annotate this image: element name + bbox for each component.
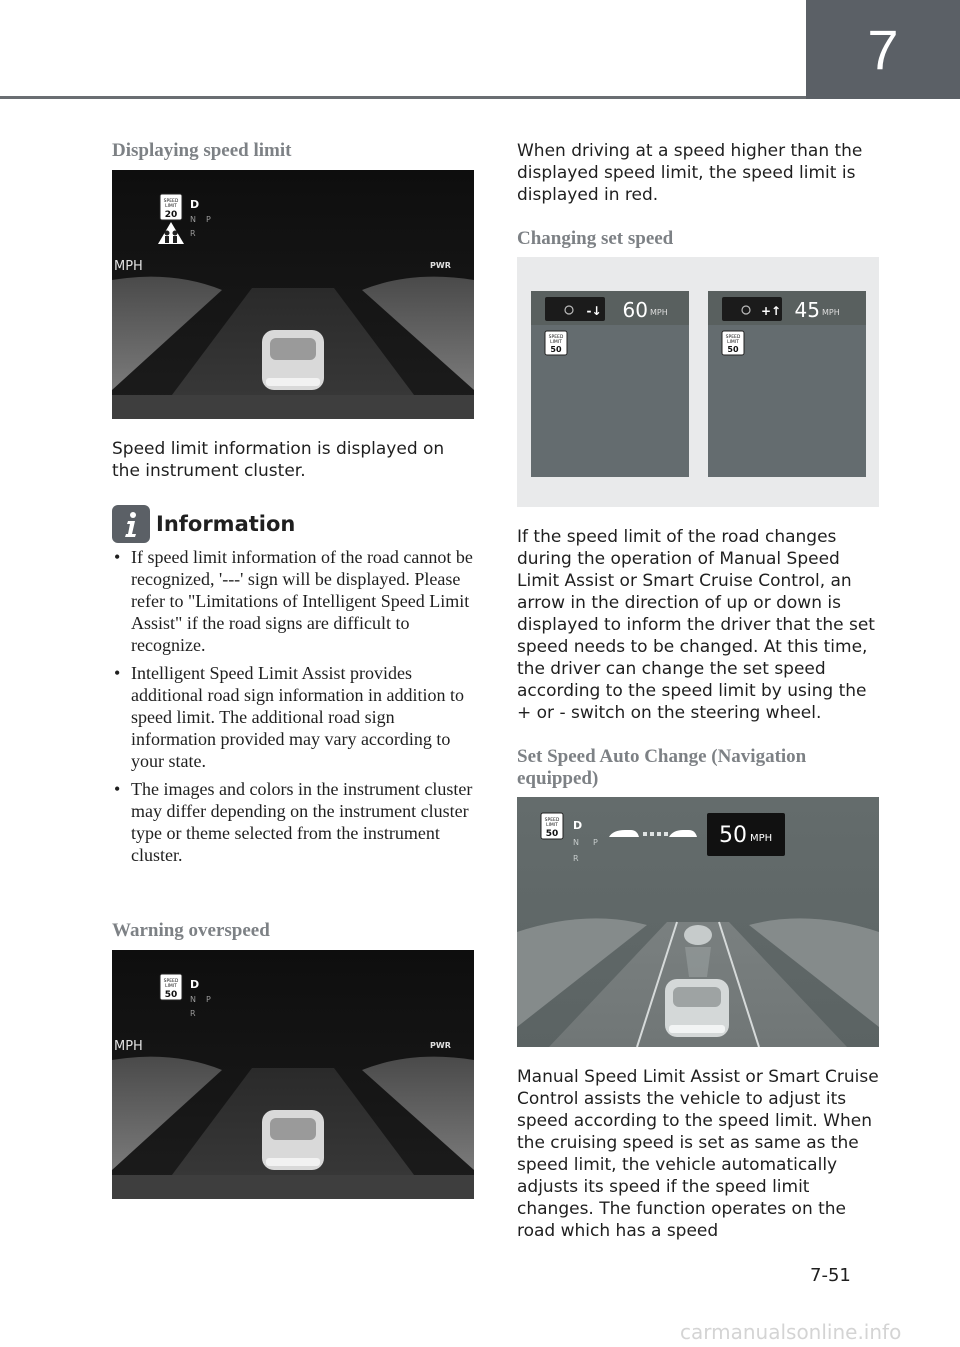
- speed-limit-sign: [160, 974, 182, 1000]
- power-label: PWR: [430, 261, 451, 270]
- vehicle-icon: [262, 330, 324, 390]
- svg-text:SPEED: SPEED: [163, 199, 179, 204]
- paragraph-auto-change: Manual Speed Limit Assist or Smart Cruise Control assists the vehicle to adjust its speed according to the speed limit. When the cruising speed is set as same as the speed limit, the vehicle automatically adjusts its speed if the speed limit changes. The function operates on the road which has a speed: [517, 1067, 879, 1241]
- set-speed-panel-up: [708, 291, 866, 477]
- gear-p: P: [206, 995, 211, 1004]
- gear-p: P: [593, 838, 598, 847]
- heading-warning-overspeed: Warning overspeed: [112, 920, 270, 941]
- vehicle-icon: [665, 979, 729, 1037]
- svg-text:LIMIT: LIMIT: [165, 204, 177, 209]
- paragraph-overspeed-red: When driving at a speed higher than the displayed speed limit, the speed limit is displayed in red.: [517, 141, 863, 205]
- figure-speed-limit-cluster: [112, 170, 474, 419]
- chapter-number: 7: [867, 18, 899, 81]
- svg-text:50: 50: [545, 829, 559, 839]
- svg-text:20: 20: [164, 210, 178, 220]
- gear-n: N: [573, 838, 579, 847]
- svg-text:50: 50: [164, 990, 178, 1000]
- information-box: [112, 505, 295, 543]
- figure-overspeed-cluster: [112, 950, 474, 1199]
- information-bullets: [112, 546, 474, 872]
- svg-text:SPEED: SPEED: [544, 818, 560, 823]
- gear-r: R: [190, 229, 196, 238]
- heading-set-speed-auto-change: Set Speed Auto Change (Navigation equipped): [517, 746, 807, 789]
- heading-displaying-speed-limit: Displaying speed limit: [112, 140, 292, 161]
- set-speed-value: 50: [719, 823, 747, 848]
- gear-d: D: [573, 819, 583, 832]
- header-rule: [0, 96, 806, 99]
- watermark: carmanualsonline.info: [680, 1320, 902, 1344]
- figure-changing-set-speed: [517, 257, 879, 507]
- chapter-tab: [806, 0, 960, 99]
- bullet-item: • The images and colors in the instrument cluster may differ depending on the instrument cluster type or theme selected from the instrument cluster.: [112, 778, 474, 866]
- info-icon: [112, 505, 150, 543]
- speed-limit-sign: [541, 813, 563, 839]
- svg-text:SPEED: SPEED: [548, 335, 564, 340]
- svg-text:LIMIT: LIMIT: [550, 340, 562, 345]
- gear-d: D: [190, 198, 200, 211]
- speed-unit: MPH: [114, 259, 143, 274]
- set-speed-panel-down: [531, 291, 689, 477]
- gear-r: R: [573, 854, 579, 863]
- svg-text:LIMIT: LIMIT: [546, 823, 558, 828]
- svg-text:SPEED: SPEED: [163, 979, 179, 984]
- svg-text:50: 50: [727, 345, 739, 354]
- heading-changing-set-speed: Changing set speed: [517, 228, 674, 249]
- set-speed-value: 60: [622, 298, 648, 322]
- set-speed-value: 45: [794, 298, 820, 322]
- gear-p: P: [206, 215, 211, 224]
- bullet-item: • If speed limit information of the road cannot be recognized, '---' sign will be displayed. Please refer to "Limitations of Intelligent Speed Limit Assist" if the road signs are difficult to recognize.: [112, 546, 474, 656]
- page-number: 7-51: [810, 1265, 851, 1286]
- set-speed-unit: MPH: [822, 308, 840, 317]
- svg-text:LIMIT: LIMIT: [165, 984, 177, 989]
- bullet-item: • Intelligent Speed Limit Assist provides additional road sign information in addition to speed limit. The additional road sign information provided may vary according to your state.: [112, 662, 474, 772]
- power-label: PWR: [430, 1041, 451, 1050]
- gear-n: N: [190, 995, 196, 1004]
- gear-r: R: [190, 1009, 196, 1018]
- gear-d: D: [190, 978, 200, 991]
- set-speed-unit: MPH: [750, 833, 773, 844]
- paragraph-cluster-info: Speed limit information is displayed on the instrument cluster.: [112, 439, 445, 481]
- svg-text:SPEED: SPEED: [725, 335, 741, 340]
- figure-auto-change-cluster: [517, 797, 879, 1047]
- gear-n: N: [190, 215, 196, 224]
- arrow-down-indicator: -↓: [586, 304, 602, 318]
- svg-text:LIMIT: LIMIT: [727, 340, 739, 345]
- vehicle-icon: [262, 1110, 324, 1170]
- info-title: Information: [156, 512, 296, 536]
- paragraph-speed-limit-change: If the speed limit of the road changes during the operation of Manual Speed Limit Assist or Smart Cruise Control, an arrow in the direction of up or down is displayed to inform the driver that the set speed needs to be changed. At this time, the driver can change the set speed according to the speed limit by using the + or - switch on the steering wheel.: [517, 527, 875, 723]
- lead-vehicle-icon: [684, 925, 712, 977]
- set-speed-unit: MPH: [650, 308, 668, 317]
- speed-unit: MPH: [114, 1039, 143, 1054]
- arrow-up-indicator: +↑: [760, 304, 782, 318]
- speed-limit-sign: [160, 194, 182, 220]
- svg-text:50: 50: [550, 345, 562, 354]
